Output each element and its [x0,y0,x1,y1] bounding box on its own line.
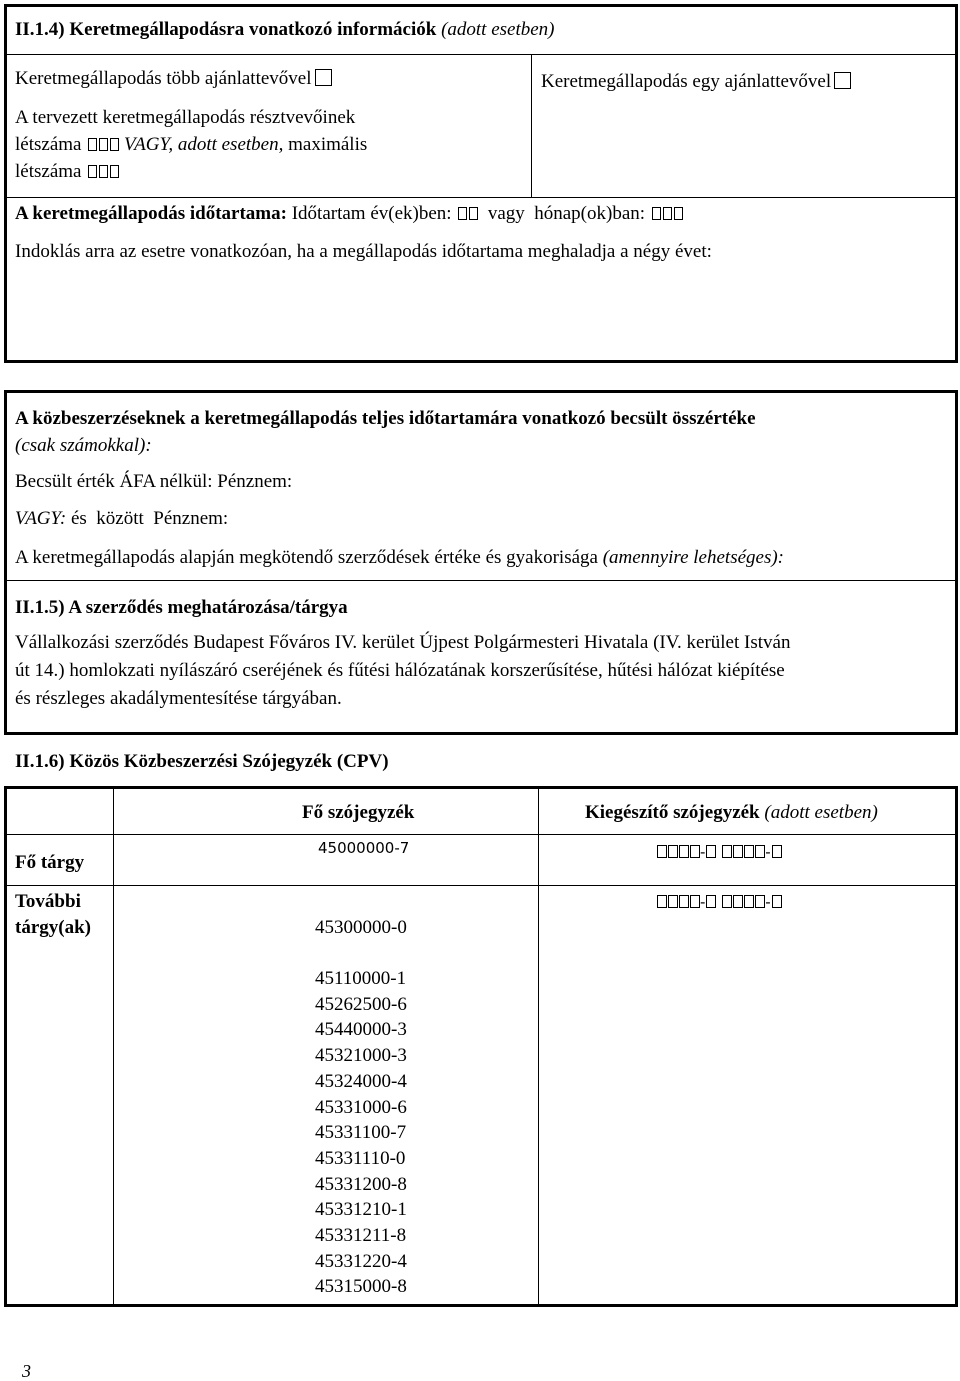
cpv-other-code: 45331211-8 [315,1225,407,1247]
duration-line: A keretmegállapodás időtartama: Időtartam év(ek)ben: vagy hónap(ok)ban: [15,204,683,223]
divider [4,197,958,198]
value-heading: A közbeszerzéseknek a keretmegállapodás teljes időtartamára vonatkozó becsült összértéke [15,408,756,429]
estimated-value-line: Becsült érték ÁFA nélkül: Pénznem: [15,471,293,492]
participants-line-1: A tervezett keretmegállapodás résztvevőinek [15,107,356,128]
cpv-supplementary-column-header: Kiegészítő szójegyzék (adott esetben) [585,802,878,823]
subject-line-1: Vállalkozási szerződés Budapest Főváros IV. kerület Újpest Polgármesteri Hivatala (IV. kerület István [15,632,791,653]
cpv-other-codes-list [315,966,407,1300]
cpv-other-code: 45331200-8 [315,1173,407,1195]
cpv-other-code: 45321000-3 [315,1045,407,1067]
framework-heading: II.1.4) Keretmegállapodásra vonatkozó információk (adott esetben) [15,19,555,40]
cpv-heading: II.1.6) Közös Közbeszerzési Szójegyzék (CPV) [15,751,389,772]
cpv-other-code: 45331220-4 [315,1250,407,1272]
participants-line-3: létszáma [15,162,119,181]
table-divider [4,834,958,835]
cpv-other-code: 45331000-6 [315,1096,407,1118]
cpv-supplementary-other-field[interactable]: - - [656,895,782,910]
value-heading-note: (csak számokkal): [15,435,152,456]
divider [4,54,958,55]
participants-count-field[interactable] [86,134,119,155]
participants-line-2: létszáma VAGY, adott esetben, maximális [15,134,368,155]
multi-operator-checkbox[interactable] [315,69,332,86]
cpv-other-row-label-1: További [15,891,81,912]
duration-months-field[interactable] [650,203,683,224]
cpv-other-code: 45315000-8 [315,1276,407,1298]
divider [4,580,958,581]
cpv-other-code: 45331110-0 [315,1147,406,1169]
cpv-other-code: 45262500-6 [315,993,407,1015]
value-range-line: VAGY: és között Pénznem: [15,508,229,529]
subject-heading: II.1.5) A szerződés meghatározása/tárgya [15,597,348,618]
single-operator-checkbox[interactable] [834,72,851,89]
cpv-other-code: 45440000-3 [315,1019,407,1041]
subject-line-3: és részleges akadálymentesítése tárgyában. [15,688,342,709]
cpv-other-code: 45331210-1 [315,1199,407,1221]
single-operator-option[interactable]: Keretmegállapodás egy ajánlattevővel [541,72,851,91]
contracts-line: A keretmegállapodás alapján megkötendő szerződések értéke és gyakorisága (amennyire lehetséges): [15,547,785,568]
framework-section [4,4,958,363]
cpv-main-code: 45000000-7 [318,839,410,857]
subject-line-2: út 14.) homlokzati nyílászáró cseréjének és fűtési hálózatának korszerűsítése, hűtési hálózat kiépítése [15,660,785,681]
cpv-other-code: 45300000-0 [315,917,407,938]
cpv-other-code: 45331100-7 [315,1122,407,1144]
duration-years-field[interactable] [456,203,478,224]
divider [531,54,532,198]
table-divider [538,786,539,1307]
cpv-table [4,786,958,1307]
table-divider [113,786,114,1307]
multi-operator-option[interactable]: Keretmegállapodás több ajánlattevővel [15,69,332,88]
justification-label: Indoklás arra az esetre vonatkozóan, ha a megállapodás időtartama meghaladja a négy évet: [15,241,712,262]
cpv-other-row-label-2: tárgy(ak) [15,917,91,938]
cpv-main-column-header: Fő szójegyzék [302,802,415,823]
cpv-main-row-label: Fő tárgy [15,852,85,873]
page-number: 3 [22,1361,31,1381]
cpv-supplementary-main-field[interactable]: - - [656,845,782,860]
cpv-other-code: 45324000-4 [315,1070,407,1092]
cpv-other-code: 45110000-1 [315,968,407,989]
table-divider [4,885,958,886]
participants-max-field[interactable] [86,161,119,182]
